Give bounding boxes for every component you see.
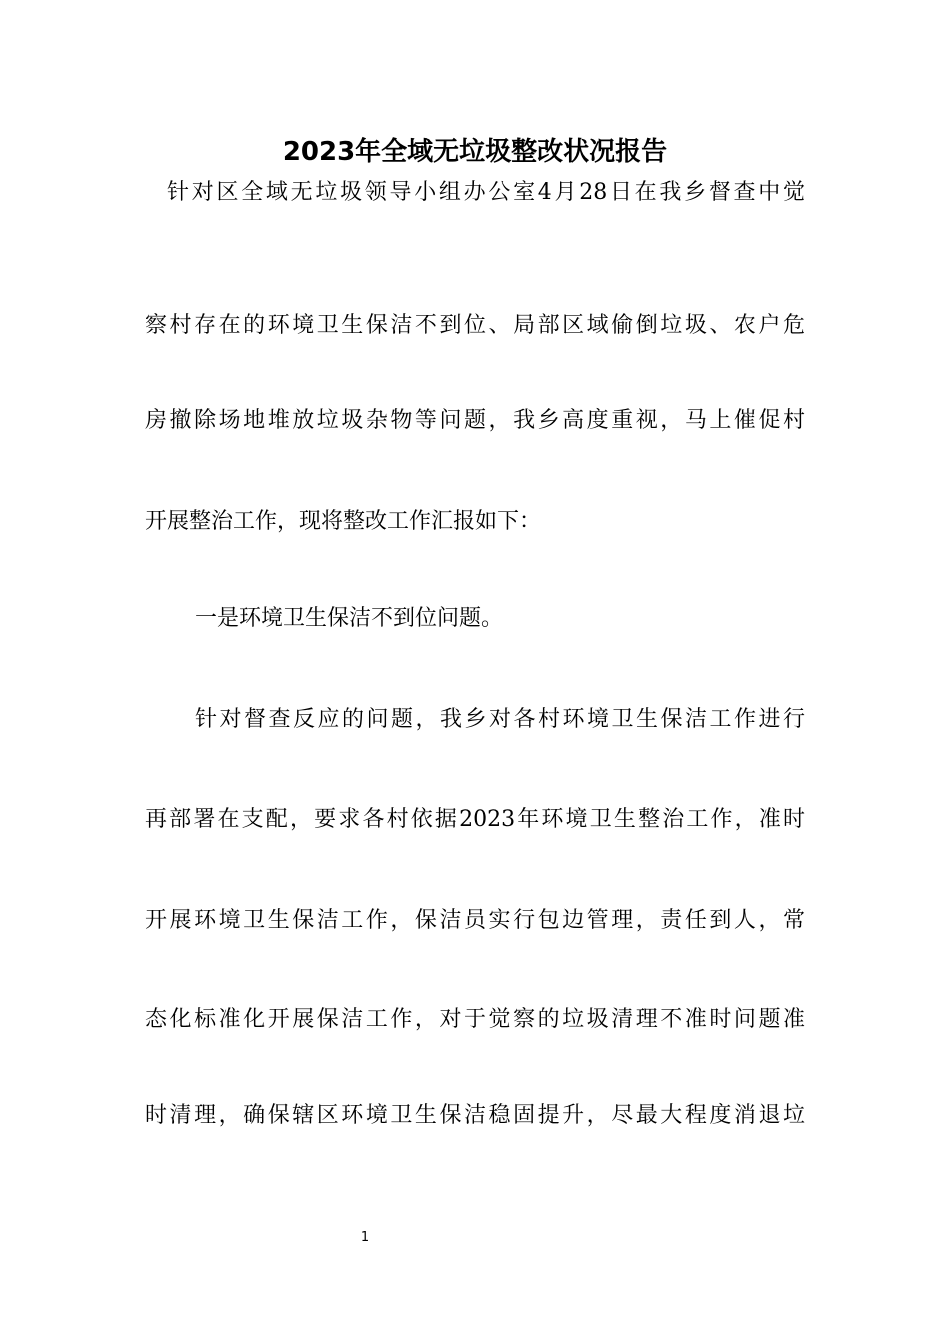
document-title: 2023年全域无垃圾整改状况报告 <box>282 137 668 167</box>
paragraph-1-line-4: 开展整治工作，现将整改工作汇报如下： <box>145 509 542 534</box>
paragraph-1-line-1: 针对区全域无垃圾领导小组办公室4月28日在我乡督查中觉 <box>167 180 805 205</box>
paragraph-2-line-5: 时清理，确保辖区环境卫生保洁稳固提升，尽最大程度消退垃 <box>145 1103 805 1128</box>
page-number: 1 <box>360 1230 370 1245</box>
paragraph-2-line-4: 态化标准化开展保洁工作，对于觉察的垃圾清理不准时问题准 <box>145 1007 805 1032</box>
paragraph-2-line-3: 开展环境卫生保洁工作，保洁员实行包边管理，责任到人，常 <box>145 908 805 933</box>
section-heading: 一是环境卫生保洁不到位问题。 <box>195 606 504 631</box>
paragraph-2-line-2: 再部署在支配，要求各村依据2023年环境卫生整治工作，准时 <box>145 807 805 832</box>
paragraph-1-line-2: 察村存在的环境卫生保洁不到位、局部区域偷倒垃圾、农户危 <box>145 313 805 338</box>
paragraph-1-line-3: 房撤除场地堆放垃圾杂物等问题，我乡高度重视，马上催促村 <box>145 408 805 433</box>
paragraph-2-line-1: 针对督查反应的问题，我乡对各村环境卫生保洁工作进行 <box>195 707 805 732</box>
